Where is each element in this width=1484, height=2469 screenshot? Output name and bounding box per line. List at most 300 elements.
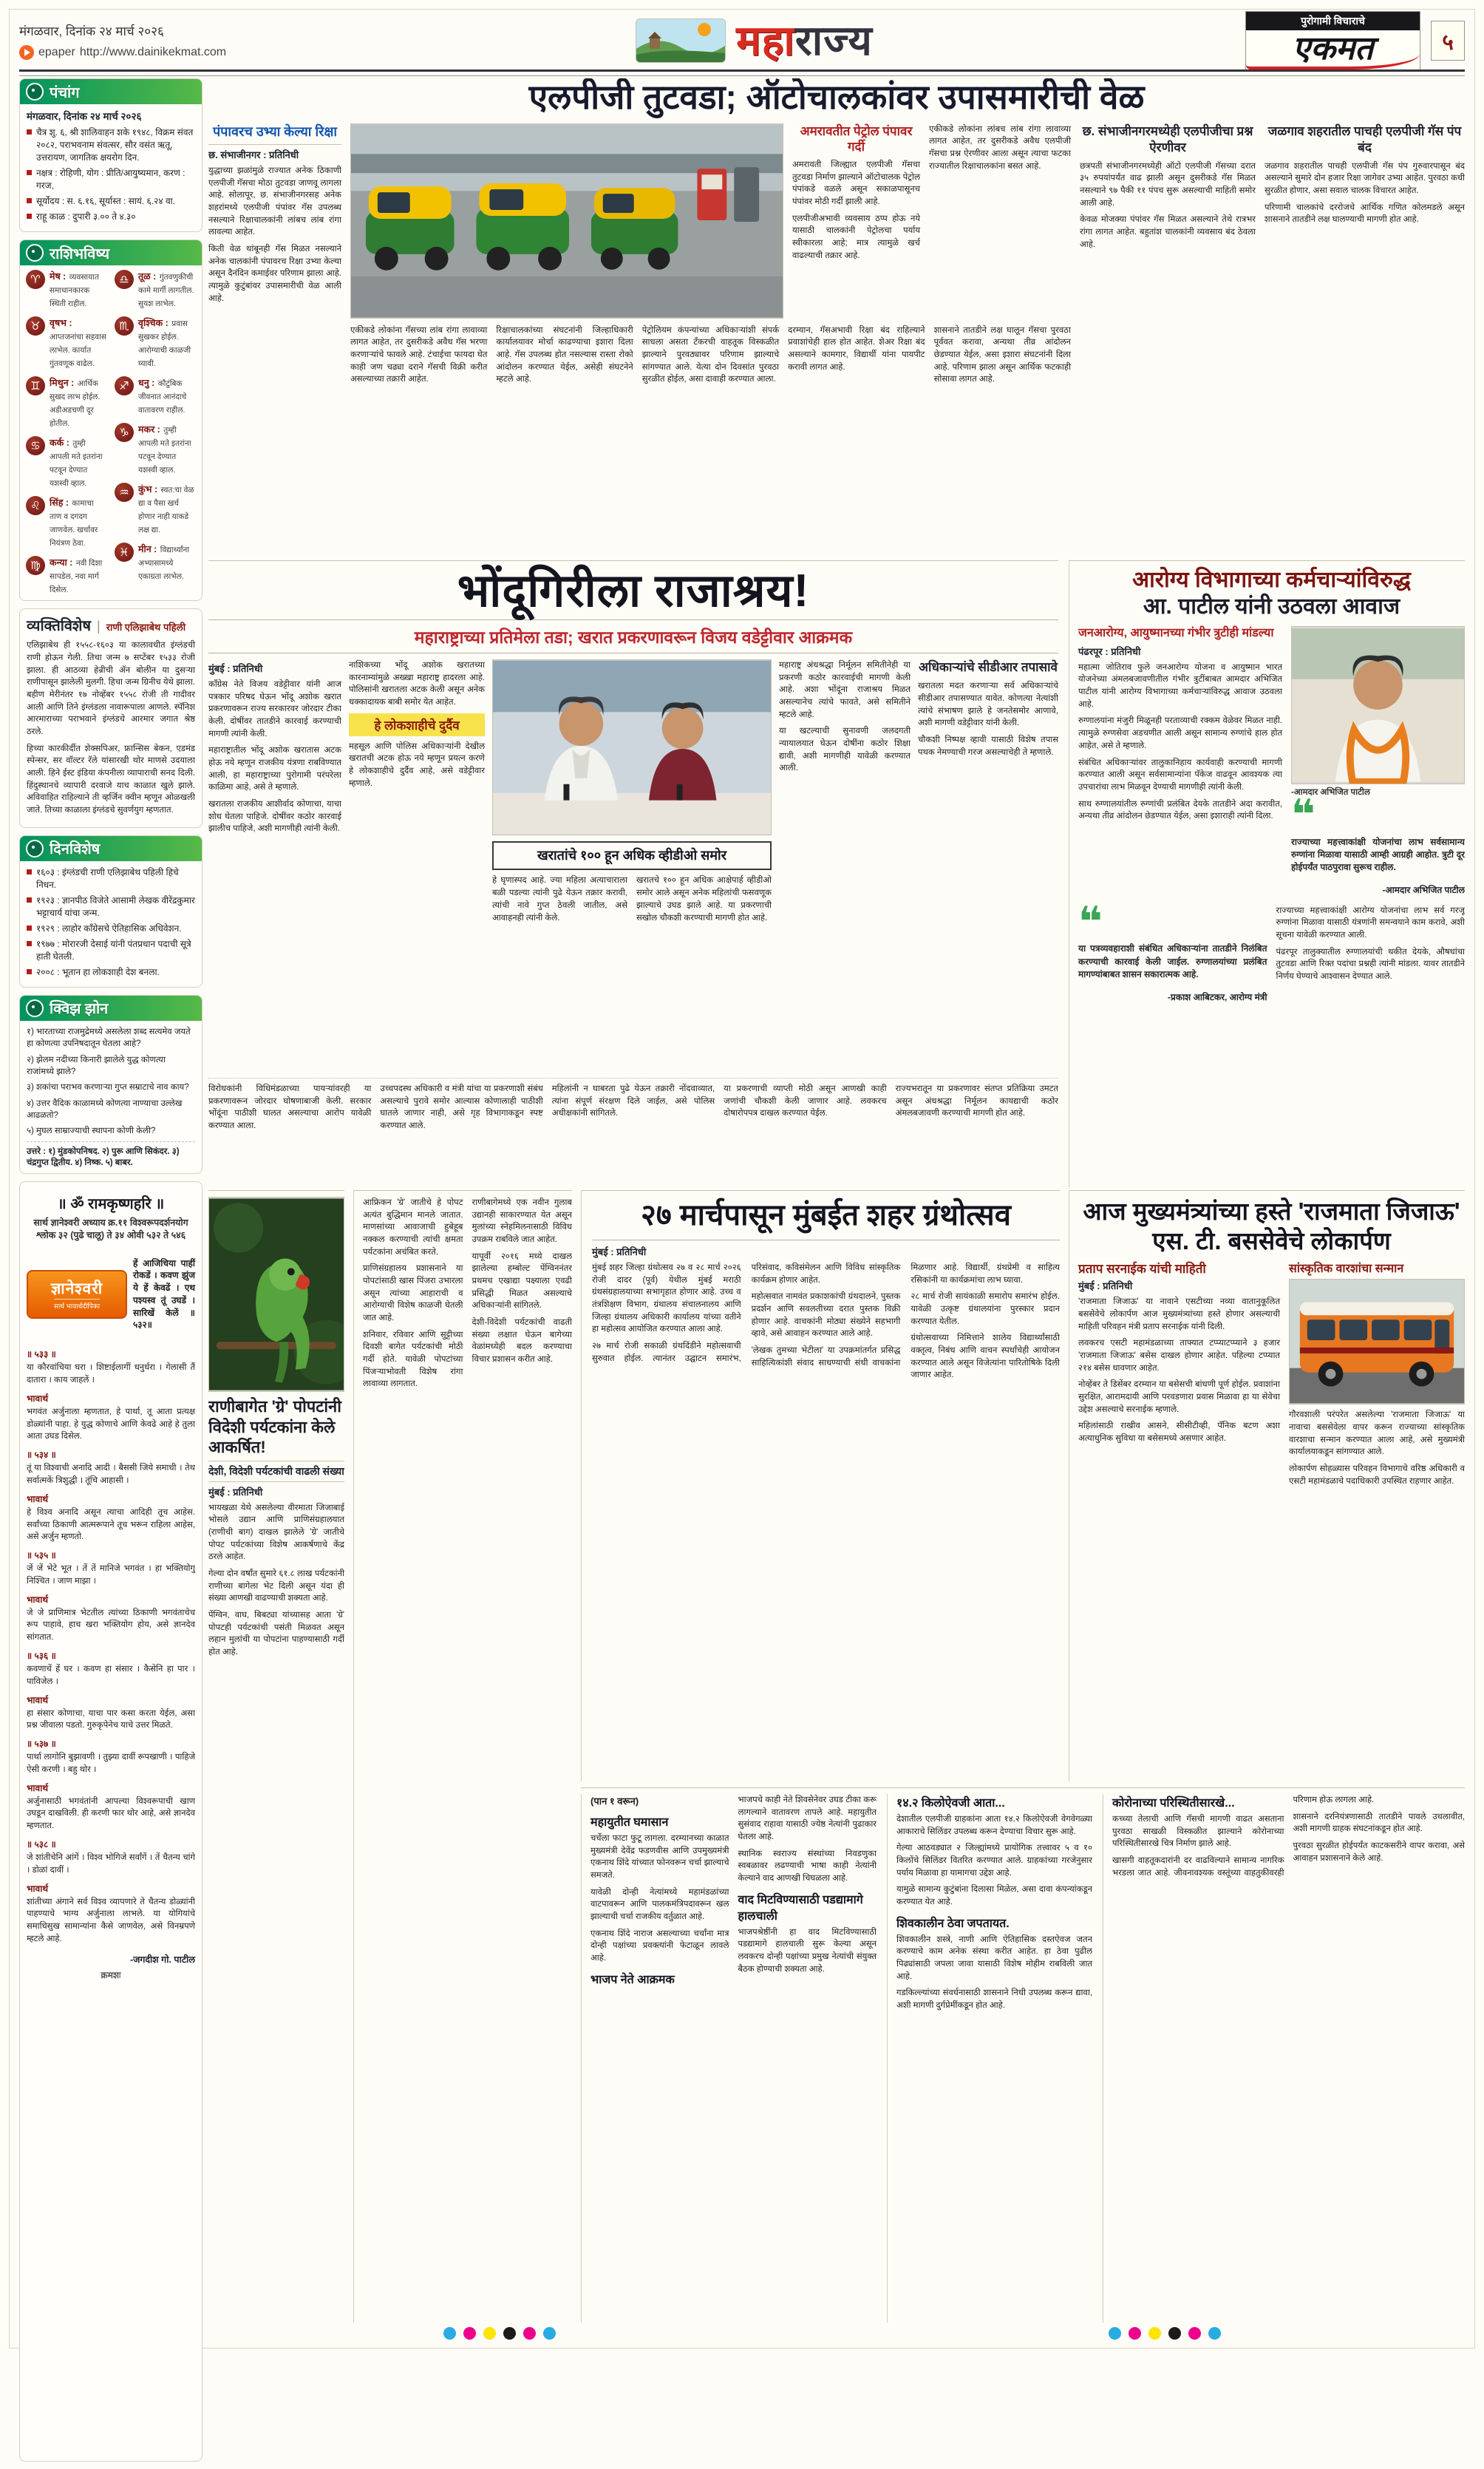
paragraph: हिच्या कारकीर्दीत शेक्सपिअर, फ्रान्सिस बेकन, एडमंड स्पेन्सर, सर वॉल्टर रॅले यांसारखी थोर माणसे उदयाला आली. हिने ईस्ट इंडिया कंपनीला व्यापाराची सनद दिली. हिंदुस्थानचे व्यापारी दरवाजे याच काळात खुले झाले. अविवाहित राहिल्याने ती व्हर्जिन क्वीन म्हणून ओळखली जाते. तिच्या काळाला इंग्लंडचे सुवर्णयुग म्हणतात. <box>27 744 195 815</box>
verse-ref: भावार्थ <box>27 1594 48 1605</box>
paragraph: खासगी वाहतूकदारांनी दर वाढविल्याने सामान्य नागरिक भरडला जात आहे. जीवनावश्यक वस्तूंच्या वाहतुकीवरही परिणाम होऊ लागला आहे. <box>1112 1796 1375 1878</box>
zodiac-text: कामाचा ताण व दगदग जाणवेल. खर्चावर नियंत्रण ठेवा. <box>50 499 98 549</box>
lpg-dateline: छ. संभाजीनगर : प्रतिनिधी <box>208 149 299 161</box>
day-special-section <box>19 835 202 988</box>
panchang-list <box>27 126 195 223</box>
paragraph: छत्रपती संभाजीनगरमध्येही ऑटो एलपीजी गॅसच्या दरात ३५ रुपयांपर्यंत वाढ झाली असून दुसरीकडे गॅस मिळत नसल्याने ९७ पैकी ११ पंपच सुरू असल्याची माहिती समोर आली आहे. <box>1080 161 1256 208</box>
mla-portrait-photo <box>1291 626 1465 784</box>
question-icon <box>26 999 44 1017</box>
paragraph: देशी-विदेशी पर्यटकांची वाढती संख्या लक्षात घेऊन बागेच्या वेळांमध्येही बदल करण्याचा विचार प्रशासन करीत आहे. <box>472 1318 572 1365</box>
day-special-item: १९२९ : लाहोर काँग्रेसचे ऐतिहासिक अधिवेशन. <box>27 923 195 935</box>
zodiac-name: सिंह : <box>50 497 69 509</box>
quote-icon: ❝ <box>1078 897 1103 945</box>
paragraph: चौकशी निष्पक्ष व्हावी यासाठी विशेष तपास पथक नेमण्याची गरज असल्याचेही ते म्हणाले. <box>918 735 1058 757</box>
paragraph: केवळ मोजक्या पंपांवर गॅस मिळत असल्याने तेथे रात्रभर रांगा लागत आहेत. बहुतांश चालकांनी व्यवसाय बंद ठेवला आहे. <box>1080 215 1256 249</box>
zodiac-sign-icon: ♎ <box>115 270 134 289</box>
culture-subhead: सांस्कृतिक वारशांचा सन्मान <box>1289 1263 1404 1276</box>
zodiac-text: व्यवसायात समाधानकारक स्थिती राहील. <box>50 273 99 309</box>
paragraph: लवकरच एसटी महामंडळाच्या ताफ्यात टप्प्याटप्प्याने ३ हजार 'राजमाता जिजाऊ' बसेस दाखल होणार आहेत. पहिल्या टप्प्यात २१४ बसेस धावणार आहेत. <box>1078 1339 1280 1373</box>
zodiac-text: आर्थिक सुखद लाभ होईल. अडीअडचणी दूर होतील. <box>50 379 101 429</box>
paragraph: महाराष्ट्रातील भोंदू अशोक खरातास अटक होऊ नये म्हणून राजकीय यंत्रणा राबविण्यात आली, हा महाराष्ट्राच्या पुरोगामी परंपरेला काळिमा आहे, असे ते म्हणाले. <box>208 746 341 792</box>
zodiac-item <box>26 496 107 549</box>
paragraph: भाजपश्रेष्ठींनी हा वाद मिटविण्यासाठी पडद्यामागे हालचाली सुरू केल्या असून लवकरच दोन्ही पक्षांच्या प्रमुख नेत्यांची संयुक्त बैठक होण्याची शक्यता आहे. <box>738 1927 877 1974</box>
bullet-square <box>27 941 32 946</box>
parrot-deck: देशी, विदेशी पर्यटकांची वाढली संख्या <box>208 1461 344 1482</box>
dnyaneshwari-title: ॥ ॐ रामकृष्णहरि ॥ <box>57 1195 165 1212</box>
granthotsav-body <box>592 1262 1060 1750</box>
bus-subhead: प्रताप सरनाईक यांची माहिती <box>1078 1262 1206 1277</box>
zodiac-name: कन्या : <box>50 557 73 568</box>
arogya-deck: जनआरोग्य, आयुष्मानच्या गंभीर त्रुटीही मांडल्या <box>1078 627 1274 639</box>
paragraph: विरोधकांनी विधिमंडळाच्या पायऱ्यांवरही या प्रकरणावरून जोरदार घोषणाबाजी केली. सरकार भोंदूंना पाठीशी घालत असल्याचा आरोप यावेळी करण्यात आला. <box>208 1084 372 1131</box>
dnyaneshwari-logo-sub: सार्थ भावार्थदीपिका <box>54 1299 100 1311</box>
day-special-item: १६०३ : इंग्लंडची राणी एलिझाबेथ पहिली हिचे निधन. <box>27 866 195 892</box>
paragraph: २८ मार्च रोजी सायंकाळी समारोप समारंभ होईल. यावेळी उत्कृष्ट ग्रंथालयांना पुरस्कार प्रदान करण्यात येतील. <box>911 1292 1060 1326</box>
day-special-item: २००८ : भूतान हा लोकशाही देश बनला. <box>27 966 195 979</box>
paragraph: भाजपचे काही नेते शिवसेनेवर उघड टीका करू लागल्याने वातावरण तापले आहे. महायुतीत सुसंवाद राहावा यासाठी ज्येष्ठ नेत्यांनी पुढाकार घेतला आहे. <box>738 1796 877 1842</box>
day-special-list <box>27 866 195 979</box>
paragraph: गेल्या आठवड्यात २ जिल्ह्यांमध्ये प्रायोगिक तत्त्वावर ५ व १० किलोंचे सिलिंडर वितरित करण्यात आले. ग्राहकांच्या गरजेनुसार पर्याय मिळावा हा यामागचा उद्देश आहे. <box>896 1844 1092 1878</box>
zodiac-item <box>115 483 196 536</box>
paragraph: या खटल्याची सुनावणी जलदगती न्यायालयात घेऊन दोषींना कठोर शिक्षा द्यावी, अशी मागणीही यावेळी करण्यात आली. <box>779 727 911 773</box>
website-link[interactable]: http://www.dainikekmat.com <box>79 45 227 58</box>
continued-stories <box>581 1787 1465 2323</box>
continued-mahayuti <box>581 1794 877 2323</box>
brand-name: एकमत <box>1246 30 1420 69</box>
zodiac-item <box>115 376 196 416</box>
dnyaneshwari-section <box>19 1181 202 2462</box>
paragraph: देशातील एलपीजी ग्राहकांना आता १४.२ किलोऐवजी वेगवेगळ्या आकाराचे सिलिंडर उपलब्ध करून देण्याचा विचार सुरू आहे. <box>896 1815 1092 1836</box>
story-bus <box>1069 1190 1465 1782</box>
paragraph: उच्चपदस्थ अधिकारी व मंत्री यांचा या प्रकरणाशी संबंध असल्याचे पुरावे समोर आल्यास कोणालाही पाठीशी घातले जाणार नाही, असे गृह विभागाकडून स्पष्ट करण्यात आले. <box>380 1084 543 1131</box>
paragraph: महसूल आणि पोलिस अधिकाऱ्यांनी देखील खरातची अटक होऊ नये म्हणून प्रयत्न करणे हे लोकशाहीचे दुर्दैव आहे, असे वडेट्टीवार म्हणाले. <box>349 741 485 788</box>
bullet-square <box>27 198 32 203</box>
verse-text: जें जें भेटे भूत । तें तें मानिजे भगवंत । हा भक्तियोगु निश्चित । जाण माझा । <box>27 1564 195 1586</box>
zodiac-text: गुंतवणुकीची कामे मार्गी लागतील. सुयश लाभेल. <box>138 273 194 309</box>
paragraph: शासनाने तातडीने लक्ष घालून गॅसचा पुरवठा पूर्ववत करावा, अन्यथा तीव्र आंदोलन छेडण्यात येईल, असा इशारा संघटनांनी दिला आहे. परिणाम झाला असून आर्थिक फटकाही सोसावा लागत आहे. <box>933 325 1071 384</box>
continuation-mark: क्रमशः <box>101 1969 121 1980</box>
paragraph: महाराष्ट्र अंधश्रद्धा निर्मूलन समितीनेही या प्रकरणी कठोर कारवाईची मागणी केली आहे. अशा भोंदूंना राजाश्रय मिळत असल्यानेच त्यांचे फावते, असे समितीने म्हटले आहे. <box>779 661 911 719</box>
verse-text: या कौरवांचिया घरा । शिष्टाईलागीं धनुर्धरा । गेलासी तैं दातारा । काय जाहलें । <box>27 1363 195 1385</box>
bhondu-col-d <box>779 659 911 1073</box>
quote-attribution: -आमदार अभिजित पाटील <box>1382 884 1465 895</box>
verse-ref: ॥ ५३४ ॥ <box>27 1450 56 1461</box>
story-parrot <box>208 1190 344 2329</box>
paragraph: एलपीजीअभावी व्यवसाय ठप्प होऊ नये यासाठी चालकांनी पेट्रोलचा पर्याय स्वीकारला आहे; मात्र त्यामुळे खर्च वाढल्याची तक्रार आहे. <box>792 214 920 260</box>
paragraph: खरातला राजकीय आशीर्वाद कोणाचा, याचा शोध घेतला पाहिजे. दोषींवर कठोर कारवाई झालीच पाहिजे, अशी मागणीही त्यांनी केली. <box>208 800 341 834</box>
panchang-date: मंगळवार, दिनांक २४ मार्च २०२६ <box>27 111 142 122</box>
quiz-question: १) भारताच्या राजमुद्रेमध्ये असलेला शब्द सत्यमेव जयते हा कोणत्या उपनिषदातून घेतला आहे? <box>27 1027 191 1049</box>
panchang-title: पंचांग <box>50 84 80 101</box>
zodiac-wheel-icon <box>26 244 44 262</box>
panchang-item: नक्षत्र : रोहिणी, योग : प्रीति/आयुष्यमान, करण : गरज, <box>27 167 195 192</box>
paragraph: नोव्हेंबर ते डिसेंबर दरम्यान या बसेसची बांधणी पूर्ण होईल. प्रवाशांना सुरक्षित, आरामदायी आणि परवडणारा प्रवास मिळावा हा या सेवेचा उद्देश असल्याचे सरनाईक म्हणाले. <box>1078 1380 1280 1414</box>
zodiac-sign-icon: ♋ <box>26 436 45 455</box>
story-granthotsav <box>581 1190 1060 1782</box>
paragraph: 'लेखक तुमच्या भेटीला' या उपक्रमांतर्गत प्रसिद्ध साहित्यिकांशी संवाद साधण्याची संधी वाचकांना मिळणार आहे. विद्यार्थी, ग्रंथप्रेमी व साहित्य रसिकांनी या कार्यक्रमांचा लाभ घ्यावा. <box>751 1263 1060 1368</box>
zodiac-text: प्रवास सुखकर होईल. आरोग्याची काळजी घ्यावी. <box>138 319 191 369</box>
bullet-square <box>27 969 32 974</box>
paragraph: गडकिल्ल्यांच्या संवर्धनासाठी शासनाने निधी उपलब्ध करून द्यावा, अशी मागणी दुर्गप्रेमींकडून होत आहे. <box>896 1989 1092 2011</box>
paragraph: एकीकडे लोकांना लांबच लांब रांगा लावाव्या लागत आहेत, तर दुसरीकडे अवैध एलपीजी गॅसचा प्रश्न ऐरणीवर आला असून त्याचा फटका राज्यातील रिक्षाचालकांना बसत आहे. <box>929 124 1071 171</box>
zodiac-item <box>115 423 196 476</box>
zodiac-sign-icon: ♐ <box>115 376 134 395</box>
panchang-item: राहू काळ : दुपारी ३.०० ते ४.३० <box>27 211 195 223</box>
quote-block-2 <box>1291 791 1465 896</box>
quiz-title: क्विझ झोन <box>50 1001 109 1018</box>
divider: | <box>97 619 101 634</box>
history-icon <box>26 840 44 857</box>
bus-left-column <box>1078 1260 1280 1492</box>
bhondugiri-deck: महाराष्ट्राच्या प्रतिमेला तडा; खरात प्रकरणावरून विजय वडेट्टीवार आक्रमक <box>208 619 1058 653</box>
paragraph: कच्च्या तेलाची आणि गॅसची मागणी वाढत असताना पुरवठा साखळी विस्कळीत झाल्याने कोरोनाच्या परिस्थितीसारखे चित्र निर्माण झाले आहे. <box>1112 1815 1284 1849</box>
paragraph: राणीबागेमध्ये एक नवीन गुलाब उद्यानही साकारण्यात येत असून मुलांच्या स्नेहमिलनासाठी विविध उपक्रम राबविले जात आहेत. <box>472 1198 572 1245</box>
vaad-head: वाद मिटविण्यासाठी पडद्यामागे हालचाली <box>738 1893 863 1923</box>
paragraph: पंढरपूर तालुक्यातील रुग्णालयांची थकीत देयके, औषधांचा तुटवडा आणि रिक्त पदांचा प्रश्नही त्यांनी मांडला. यावर तातडीने निर्णय घेण्याचे आश्वासन देण्यात आले. <box>1276 947 1465 982</box>
paragraph: खरातला मदत करणाऱ्या सर्व अधिकाऱ्यांचे सीडीआर तपासण्यात यावेत. कोणत्या नेत्यांशी त्यांचे संभाषण झाले हे जनतेसमोर आणावे, अशी मागणी वडेट्टीवार यांनी केली. <box>918 682 1058 728</box>
bullet-square <box>27 214 32 219</box>
bullet-square <box>27 869 32 874</box>
paragraph: २७ मार्च रोजी सकाळी ग्रंथदिंडीने महोत्सवाची सुरुवात होईल. त्यानंतर उद्घाटन समारंभ, परिसंवाद, कविसंमेलन आणि विविध सांस्कृतिक कार्यक्रम होणार आहेत. <box>592 1263 901 1363</box>
verse-text: तूं या विश्वाची अनादि आदी । बैससी जिये समाधी । तेथ सर्वात्मकें त्रिशुद्धी । तूंचि आहासी । <box>27 1464 195 1485</box>
parrot-dateline: मुंबई : प्रतिनिधी <box>208 1486 263 1498</box>
lpg-sambhajinagar-column <box>1080 123 1256 546</box>
zodiac-sign-icon: ♍ <box>26 556 45 575</box>
verse-text: हा संसार कोणाचा, याचा पार कसा करता येईल, असा प्रश्न जीवाला पडतो. गुरुकृपेनेच याचे उत्तर मिळते. <box>27 1708 195 1731</box>
grey-parrot-photo <box>208 1197 344 1392</box>
lead-verse: हें आजिचिया पाहीं रोकडें । कवण झुंज ये हें केवढें । एथ पश्यस्व तूं उघडें । सारिखें केलें ॥५३२॥ <box>133 1257 195 1331</box>
day-special-item: १९७७ : मोरारजी देसाई यांनी पंतप्रधान पदाची सूत्रे हाती घेतली. <box>27 938 195 963</box>
paragraph: एलिझाबेथ ही १५५८-१६०३ या कालावधीत इंग्लंडची राणी होऊन गेली. तिचा जन्म ७ सप्टेंबर १५३३ रोजी झाला. ही आठव्या हेन्रीची ॲन बोलीन या दुसऱ्या राणीपासून झालेली मुलगी. हिचा जन्म ग्रिनीच येथे झाला. बहीण मेरीनंतर १७ नोव्हेंबर १५५८ रोजी ती गादीवर आली आणि तिने इंग्लंडला नावारूपाला आणले. स्पॅनिश आरमाराच्या पराभवाने इंग्लंडचे आरमार जगात श्रेष्ठ ठरले. <box>27 641 195 736</box>
zodiac-item <box>26 436 107 489</box>
st-bus-photo <box>1289 1279 1465 1405</box>
bhondu-dateline: मुंबई : प्रतिनिधी <box>208 663 263 675</box>
paragraph: राज्यभरातून या प्रकरणावर संतप्त प्रतिक्रिया उमटत असून अंधश्रद्धा निर्मूलन कायद्याची कठोर अंमलबजावणी करण्याची मागणी होत आहे. <box>895 1084 1058 1118</box>
verse-ref: भावार्थ <box>27 1782 48 1793</box>
granthotsav-dateline: मुंबई : प्रतिनिधी <box>592 1246 647 1257</box>
quiz-answers: उत्तरे : १) मुंडकोपनिषद. २) पुरू आणि सिकंदर. ३) चंद्रगुप्त द्वितीय. ४) निष्क. ५) बाबर. <box>27 1141 195 1168</box>
paragraph: जळगाव शहरातील पाचही एलपीजी गॅस पंप गुरुवारपासून बंद असल्याने सुमारे दोन हजार रिक्षा जागेवर उभ्या आहेत. पुरवठा कधी सुरळीत होणार, असा सवाल चालक विचारत आहेत. <box>1265 161 1465 196</box>
horoscope-header <box>20 240 202 265</box>
jalgaon-subhead: जळगाव शहरातील पाचही एलपीजी गॅस पंप बंद <box>1267 123 1462 154</box>
day-special-header <box>20 836 202 861</box>
horoscope-grid <box>20 265 202 600</box>
parrot-headline: राणीबागेत 'ग्रे' पोपटांनी विदेशी पर्यटकांना केले आकर्षित! <box>208 1397 341 1456</box>
zodiac-sign-icon: ♌ <box>26 496 45 515</box>
verse-ref: ॥ ५३६ ॥ <box>27 1651 56 1661</box>
quiz-questions <box>27 1026 195 1138</box>
paragraph: या प्रकरणाची व्याप्ती मोठी असून आणखी काही जणांची चौकशी केली जाणार आहे. लवकरच दोषारोपपत्र दाखल करण्यात येईल. <box>724 1084 887 1118</box>
dnyaneshwari-sub2: श्लोक ३२ (पुढे चालू) ते ३४ ओवी ५३२ ते ५४६ <box>35 1229 186 1240</box>
registration-dots-right <box>1109 2327 1221 2340</box>
bhondu-bottom-band <box>208 1078 1058 1194</box>
quote-text: या पत्रव्यवहाराशी संबंधित अधिकाऱ्यांना तातडीने निलंबित करण्याची कारवाई केली जाईल. रुग्णालयांच्या प्रलंबित मागण्यांबाबत शासन सकारात्मक आहे. <box>1078 943 1267 980</box>
paragraph: 'राजमाता जिजाऊ' या नावाने एसटीच्या नव्या वातानुकूलित बससेवेचे लोकार्पण आज मुख्यमंत्र्यांच्या हस्ते होणार असल्याची माहिती परिवहन मंत्री प्रताप सरनाईक यांनी दिली. <box>1078 1297 1280 1331</box>
paragraph: महोत्सवात नामवंत प्रकाशकांची ग्रंथदालने, पुस्तक प्रदर्शन आणि सवलतीच्या दरात पुस्तक विक्री होणार आहे. वाचकांनी मोठ्या संख्येने सहभागी व्हावे, असे आवाहन करण्यात आले आहे. <box>751 1292 901 1339</box>
arogya-photo-column <box>1291 626 1465 900</box>
page-header <box>19 15 1465 67</box>
zodiac-name: मिथुन : <box>50 378 75 389</box>
zodiac-text: कौटुंबिक जीवनात आनंदाचे वातावरण राहील. <box>138 379 187 415</box>
paragraph: काँग्रेस नेते विजय वडेट्टीवार यांनी आज पत्रकार परिषद घेऊन भोंदू अशोक खरात प्रकरणावरून राज्य सरकारवर जोरदार टीका केली. दोषींवर तातडीने कारवाई करण्याची मागणी त्यांनी केली. <box>208 680 341 738</box>
lpg-amravati-column <box>792 123 920 319</box>
parrot-continued-text <box>363 1197 572 2323</box>
quiz-section <box>19 995 202 1174</box>
paragraph: यामुळे सामान्य कुटुंबांना दिलासा मिळेल, असा दावा कंपन्यांकडून करण्यात येत आहे. <box>896 1885 1092 1907</box>
masthead-graphic <box>636 18 726 63</box>
paragraph: प्राणिसंग्रहालय प्रशासनाने या पोपटांसाठी खास पिंजरा उभारला असून त्यांच्या आहाराची व आरोग्याची विशेष काळजी घेतली जात आहे. <box>363 1264 463 1323</box>
bhondugiri-headline: भोंदूगिरीला राजाश्रय! <box>457 566 810 617</box>
date-line: मंगळवार, दिनांक २४ मार्च २०२६ <box>19 24 164 38</box>
zodiac-item <box>26 376 107 429</box>
quote-icon: ❝ <box>1291 791 1315 838</box>
dnyaneshwari-logo <box>27 1270 127 1319</box>
lpg-kicker-column <box>208 123 341 546</box>
zodiac-name: मीन : <box>138 544 157 555</box>
verse-ref: भावार्थ <box>27 1393 48 1404</box>
quote-text: राज्याच्या महत्त्वाकांक्षी योजनांचा लाभ सर्वसामान्य रुग्णांना मिळावा यासाठी आम्ही आग्रही आहोत. त्रुटी दूर होईपर्यंत पाठपुरावा सुरूच राहील. <box>1291 836 1465 873</box>
zodiac-text: नवी दिशा सापडेल, नवा मार्ग दिसेल. <box>50 559 103 595</box>
dnyaneshwari-logo-text: ज्ञानेश्वरी <box>50 1280 103 1297</box>
auto-rickshaw-photo <box>350 123 783 319</box>
continued-cylinder <box>887 1794 1092 2323</box>
page-number: ५ <box>1431 21 1465 61</box>
press-conference-photo <box>492 659 772 835</box>
bhondu-col-cdr <box>918 659 1058 1073</box>
ekmat-logo <box>1245 11 1420 70</box>
mla-photo-caption: -आमदार अभिजित पाटील <box>1291 788 1370 797</box>
paragraph: महिलांसाठी राखीव आसने, सीसीटीव्ही, पॅनिक बटण अशा अत्याधुनिक सुविधा या बसेसमध्ये असणार आहेत. <box>1078 1422 1280 1443</box>
person-special-title: व्यक्तिविशेष <box>27 618 92 635</box>
arogya-headline-2: आ. पाटील यांनी उठवला आवाज <box>1143 594 1400 619</box>
corona-head: कोरोनाच्या परिस्थितीसारखे... <box>1112 1797 1235 1810</box>
zodiac-name: कर्क : <box>50 438 69 449</box>
lpg-headline: एलपीजी तुटवडा; ऑटोचालकांवर उपासमारीची वेळ <box>528 78 1145 116</box>
paragraph: राज्याच्या महत्त्वाकांक्षी आरोग्य योजनांचा लाभ सर्व गरजू रुग्णांना मिळावा यासाठी यंत्रणांनी समन्वयाने काम करावे, अशी सूचना यावेळी करण्यात आली. <box>1276 906 1465 940</box>
verse-ref: ॥ ५३७ ॥ <box>27 1739 56 1750</box>
verse-text: अर्जुनासाठी भगवंतांनी आपल्या विश्वरूपाची खाण उघडून दाखविली. ही करणी फार थोर आहे, असे ज्ञानदेव म्हणतात. <box>27 1796 195 1831</box>
horoscope-section <box>19 240 202 601</box>
quiz-question: ४) उत्तर वैदिक काळामध्ये कोणत्या नाण्याचा उल्लेख आढळतो? <box>27 1098 183 1120</box>
verse-text: कवणाचें हें घर । कवण हा संसार । कैसेनि हा पार । पाविजेल । <box>27 1665 195 1686</box>
zodiac-sign-icon: ♈ <box>26 270 45 289</box>
panchang-item: चैत्र शु. ६, श्री शालिवाहन शके १९४८, विक्रम संवत २०८२, पराभवनाम संवत्सर, सौर वसंत ऋतू, उत्तरायण, जागतिक क्षयरोग दिन. <box>27 126 195 164</box>
kilo-head: १४.२ किलोऐवजी आता... <box>896 1797 1005 1810</box>
lpg-jalgaon-column <box>1265 123 1465 546</box>
zodiac-sign-icon: ♓ <box>115 543 134 562</box>
continued-corona <box>1103 1794 1465 2323</box>
main-content <box>208 78 1465 2320</box>
arogya-dateline: पंढरपूर : प्रतिनिधी <box>1078 645 1141 657</box>
verse-ref: ॥ ५३८ ॥ <box>27 1839 56 1850</box>
calendar-icon <box>26 83 44 101</box>
paragraph: भायखळा येथे असलेल्या वीरमाता जिजाबाई भोसले उद्यान आणि प्राणिसंग्रहालयात (राणीची बाग) दाखल झालेले 'ग्रे' जातीचे पोपट पर्यटकांच्या विशेष आकर्षणाचे केंद्र ठरले आहेत. <box>208 1503 344 1562</box>
lpg-bottom-band <box>350 325 1071 546</box>
bullet-square <box>27 129 32 135</box>
quote-block-1 <box>1078 897 1267 1003</box>
paragraph: शिवकालीन शस्त्रे, नाणी आणि ऐतिहासिक दस्तऐवज जतन करण्याचे काम अनेक संस्था करीत आहेत. हा ठेवा पुढील पिढ्यांसाठी जपला जावा यासाठी विशेष मोहीम राबविली जात आहे. <box>896 1935 1092 1981</box>
masthead-title <box>736 17 873 64</box>
zodiac-item <box>26 556 107 596</box>
quiz-question: ३) शकांचा पराभव करणाऱ्या गुप्त सम्राटाचे नाव काय? <box>27 1083 189 1093</box>
paragraph: एकीकडे लोकांना गॅसच्या लांब रांगा लावाव्या लागत आहेत, तर दुसरीकडे अवैध गॅस भरणा करणाऱ्यांचे फावले आहे. टंचाईचा फायदा घेत काही जण चढ्या दराने गॅसची विक्री करीत असल्याच्या तक्रारी आहेत. <box>350 325 488 384</box>
zodiac-sign-icon: ♊ <box>26 376 45 395</box>
epaper-icon[interactable] <box>19 45 34 60</box>
zodiac-sign-icon: ♒ <box>115 483 134 502</box>
zodiac-item <box>26 316 107 370</box>
registration-dots-left <box>443 2327 556 2340</box>
person-special-body <box>20 636 202 826</box>
amravati-subhead: अमरावतीत पेट्रोल पंपावर गर्दी <box>800 123 913 154</box>
arogya-headline-1: आरोग्य विभागाच्या कर्मचाऱ्यांविरुद्ध <box>1132 568 1411 592</box>
quiz-question: ५) मुघल साम्राज्याची स्थापना कोणी केली? <box>27 1127 156 1136</box>
paragraph: संबंधित अधिकाऱ्यांवर तालुकानिहाय कार्यवाही करण्याची मागणी करण्यात आली असून सर्वसामान्यांना पॅकेज वाढवून आवश्यक त्या उपचारांचा लाभ मिळवून देण्याची मागणीही त्यांनी केली. <box>1078 758 1282 792</box>
paragraph: पेट्रोलियम कंपन्यांच्या अधिकाऱ्यांशी संपर्क साधला असता टँकरची वाहतूक विस्कळीत झाल्याने पुरवठ्यावर परिणाम झाल्याचे सांगण्यात आले. येत्या दोन दिवसांत पुरवठा सुरळीत होईल, असा दावाही करण्यात आला. <box>641 325 780 384</box>
zodiac-name: वृश्चिक : <box>138 318 169 329</box>
verse-text: शांतीच्या अंगाने सर्व विश्व व्यापणारे ते चैतन्य डोळ्यांनी पाहण्याचे भाग्य अर्जुनाला लाभले. या योगियांचे समाधिसुख सामान्यांना कैसे जाणवेल, असे विनम्रपणे म्हटले आहे. <box>27 1897 195 1943</box>
verse-ref: ॥ ५३५ ॥ <box>27 1550 56 1561</box>
paragraph: यावेळी दोन्ही नेत्यांमध्ये महामंडळांच्या वाटपावरून आणि पालकमंत्रिपदावरून खल झाल्याची चर्चा राजकीय वर्तुळात आहे. <box>590 1887 729 1922</box>
panchang-section <box>19 78 202 232</box>
arogya-left-column <box>1078 626 1282 900</box>
masthead-rajya: राज्य <box>794 17 873 64</box>
quiz-question: २) झेलम नदीच्या किनारी झालेले युद्ध कोणत्या राजांमध्ये झाले? <box>27 1055 166 1076</box>
story-bhondugiri <box>208 560 1058 1194</box>
bullet-square <box>27 897 32 903</box>
zodiac-text: विद्यार्थ्यांना अभ्यासामध्ये एकाग्रता लाभेल. <box>138 546 190 582</box>
kharat-video-box <box>492 841 772 870</box>
story-lpg <box>208 78 1465 557</box>
zodiac-name: कुंभ : <box>138 484 158 495</box>
kharat-video-body <box>492 874 772 928</box>
paragraph: हे घृणास्पद आहे. ज्या महिला अत्याचाराला बळी पडल्या त्यांनी पुढे येऊन तक्रार करावी, त्यांची नावे गुप्त ठेवली जातील, असे आवाहनही त्यांनी केले. <box>492 876 627 923</box>
zodiac-name: मकर : <box>138 424 160 435</box>
person-special-section <box>19 608 202 827</box>
verse-ref: भावार्थ <box>27 1694 48 1705</box>
sambhajinagar-subhead: छ. संभाजीनगरमध्येही एलपीजीचा प्रश्न ऐरणीवर <box>1082 123 1253 154</box>
bjp-head: भाजप नेते आक्रमक <box>590 1973 675 1986</box>
zodiac-item <box>115 270 196 310</box>
verse-text: जे शांतीचेनि आंगें । विश्व भोगिजे सर्वांगें । तें चैतन्य चांगे । डोळां दावीं । <box>27 1853 195 1875</box>
paragraph: साथ रुग्णालयांतील रुग्णांची प्रलंबित देयके तातडीने अदा करावीत, अन्यथा तीव्र आंदोलन छेडण्यात येईल, असा इशाराही त्यांनी दिला. <box>1078 799 1282 821</box>
paragraph: ग्रंथोत्सवाच्या निमित्ताने शालेय विद्यार्थ्यांसाठी वक्तृत्व, निबंध आणि वाचन स्पर्धांचेही आयोजन करण्यात आले असून विजेत्यांना पारितोषिके दिली जाणार आहेत. <box>911 1334 1060 1380</box>
paragraph: मुंबई शहर जिल्हा ग्रंथोत्सव २७ व २८ मार्च २०२६ रोजी दादर (पूर्व) येथील मुंबई मराठी ग्रंथसंग्रहालयाच्या सभागृहात होणार आहे. उच्च व तंत्रशिक्षण विभाग, ग्रंथालय संचालनालय आणि जिल्हा ग्रंथालय अधिकारी कार्यालय यांच्या वतीने हा महोत्सव आयोजित करण्यात आला आहे. <box>592 1263 741 1334</box>
day-special-item: १९२३ : ज्ञानपीठ विजेते आसामी लेखक वीरेंद्रकुमार भट्टाचार्य यांचा जन्म. <box>27 894 195 920</box>
paragraph: परिणामी चालकांचे दररोजचे आर्थिक गणित कोलमडले असून शासनाने तातडीने लक्ष घालण्याची मागणी होत आहे. <box>1265 203 1465 225</box>
cdr-subhead: अधिकाऱ्यांचे सीडीआर तपासावे <box>919 660 1058 675</box>
zodiac-name: तूळ : <box>138 271 157 282</box>
paragraph: अमरावती जिल्ह्यात एलपीजी गॅसचा तुटवडा निर्माण झाल्याने ऑटोचालक पेट्रोल पंपांकडे वळले असून सकाळपासूनच पंपांवर मोठी गर्दी झाली आहे. <box>792 160 920 207</box>
paragraph: नाशिकच्या भोंदू अशोक खरातच्या कारनाम्यांमुळे अख्खा महाराष्ट्र हादरला आहे. पोलिसांनी खरातला अटक केली असून अनेक धक्कादायक बाबी समोर येत आहेत. <box>349 661 485 707</box>
paragraph: लोकार्पण सोहळ्यास परिवहन विभागाचे वरिष्ठ अधिकारी व एसटी महामंडळाचे पदाधिकारी उपस्थित राहणार आहेत. <box>1289 1464 1465 1486</box>
paragraph: स्थानिक स्वराज्य संस्थांच्या निवडणुका स्वबळावर लढण्याची भाषा काही नेत्यांनी केल्याने वाद आणखी चिघळला आहे. <box>738 1849 877 1884</box>
zodiac-sign-icon: ♉ <box>26 316 45 336</box>
paragraph: युद्धाच्या झळांमुळे राज्यात अनेक ठिकाणी एलपीजी गॅसचा मोठा तुटवडा जाणवू लागला आहे. सोलापूर, छ. संभाजीनगरसह अनेक शहरांमध्ये एलपीजी पंपांवर गॅस उपलब्ध नसल्याने रिक्षाचालकांनी लांबच लांब रांगा लावल्या आहेत. <box>208 166 341 237</box>
quiz-header <box>20 996 202 1021</box>
granthotsav-headline: २७ मार्चपासून मुंबईत शहर ग्रंथोत्सव <box>592 1197 1060 1240</box>
verse-list <box>27 1348 195 1945</box>
paragraph: किती वेळ थांबूनही गॅस मिळत नसल्याने अनेक चालकांनी पंपावरच रिक्षा उभ्या केल्या असून दैनंदिन कमाईवर परिणाम झाला आहे. त्यामुळे कुटुंबांवर उपासमारीची वेळ आली आहे. <box>208 245 341 303</box>
dnyaneshwari-sub1: सार्थ ज्ञानेश्वरी अध्याय क्र.११ विश्वरूपदर्शनयोग <box>33 1217 188 1228</box>
bhondu-col-b <box>349 659 485 1073</box>
zodiac-item <box>115 316 196 370</box>
panchang-header <box>20 79 202 104</box>
verse-text: जे जे प्राणिमात्र भेटतील त्यांच्या ठिकाणी भगवंताचेच रूप पाहावे, हाच खरा भक्तियोग होय, असे ज्ञानदेव सांगतात. <box>27 1608 195 1643</box>
story-arogya <box>1069 560 1465 1187</box>
author-signature: -जगदीश गो. पाटील <box>129 1954 195 1965</box>
paragraph: शासनाने दरनियंत्रणासाठी तातडीने पावले उचलावीत, अशी मागणी ग्राहक संघटनांकडून होत आहे. <box>1293 1812 1465 1834</box>
paragraph: रुग्णालयांना मंजुरी मिळूनही परताव्याची रक्कम वेळेवर मिळत नाही. त्यामुळे रुग्णसेवा अडचणीत आली असून सामान्य रुग्णांचे हाल होत आहेत, असे ते म्हणाले. <box>1078 716 1282 750</box>
paragraph: यापूर्वी २०१६ मध्ये दाखल झालेल्या हम्बोल्ट पेंग्विननंतर प्रथमच एखाद्या पक्ष्याला एवढी प्रसिद्धी मिळत असल्याचे अधिकाऱ्यांनी सांगितले. <box>472 1252 572 1311</box>
arogya-bottom <box>1078 897 1465 1149</box>
paragraph: चर्चेला फाटा फुटू लागला. दरम्यानच्या काळात मुख्यमंत्री देवेंद्र फडणवीस आणि उपमुख्यमंत्री एकनाथ शिंदे यांच्यात फोनवरून चर्चा झाल्याचे समजते. <box>590 1834 729 1881</box>
zodiac-text: आप्तजनांचा सहवास लाभेल. कार्यात गुंतवणूक वाढेल. <box>50 333 106 369</box>
zodiac-sign-icon: ♏ <box>115 316 134 336</box>
masthead-maha: महा <box>736 17 795 64</box>
quote-attribution: -प्रकाश आबिटकर, आरोग्य मंत्री <box>1168 991 1267 1002</box>
paragraph: शनिवार, रविवार आणि सुट्टीच्या दिवशी बागेत पर्यटकांची मोठी गर्दी होते. यावेळी पोपटांच्या पिंजऱ्याभोवती विशेष रांगा लावाव्या लागतात. <box>363 1330 463 1389</box>
paragraph: गौरवशाली परंपरेत असलेल्या 'राजमाता जिजाऊ' या नावाचा बससेवेला वापर करून राज्याच्या सांस्कृतिक वारशाचा सन्मान करण्यात आला आहे, असे मुख्यमंत्री कार्यालयाकडून सांगण्यात आले. <box>1289 1410 1465 1457</box>
epaper-label[interactable]: epaper <box>38 45 75 58</box>
zodiac-name: मेष : <box>50 271 67 282</box>
verse-ref: भावार्थ <box>27 1493 48 1504</box>
zodiac-name: वृषभ : <box>50 318 72 329</box>
zodiac-item <box>115 543 196 583</box>
verse-text: हे विश्व अनादि असून त्याचा आदिही तूच आहेस. सर्वांच्या ठिकाणी आत्मरूपाने तूच भरून राहिला आहेस, असे अर्जुन म्हणतो. <box>27 1507 195 1542</box>
paragraph: पुरवठा सुरळीत होईपर्यंत काटकसरीने वापर करावा, असे आवाहन प्रशासनाने केले आहे. <box>1293 1841 1465 1863</box>
paragraph: दरम्यान, गॅसअभावी रिक्षा बंद राहिल्याने प्रवाशांचेही हाल होत आहेत. शेअर रिक्षा बंद असल्याने कामगार, विद्यार्थी यांना पायपीट करावी लागत आहे. <box>788 325 925 372</box>
zodiac-text: स्वत:चा वेळ द्या व पैसा खर्च होणार नाही याकडे लक्ष द्या. <box>138 486 194 535</box>
lpg-mid-column <box>929 123 1071 319</box>
bullet-square <box>27 926 32 931</box>
paragraph: गेल्या दोन वर्षांत सुमारे ६१.८ लाख पर्यटकांनी राणीच्या बागेला भेट दिली असून यंदा ही संख्या आणखी वाढण्याची शक्यता आहे. <box>208 1569 344 1603</box>
paragraph: खरातचे १०० हून अधिक आक्षेपार्ह व्हीडीओ समोर आले असून अनेक महिलांची फसवणूक झाल्याचे उघड झाले आहे. या प्रकरणाची सखोल चौकशी करण्याची मागणी होत आहे. <box>636 876 772 923</box>
paragraph: महात्मा जोतिराव फुले जनआरोग्य योजना व आयुष्मान भारत योजनेच्या अंमलबजावणीतील गंभीर त्रुटींबाबत आमदार अभिजित पाटील यांनी आरोग्य विभागाच्या कर्मचाऱ्यांविरुद्ध आवाज उठवला आहे. <box>1078 662 1282 709</box>
paragraph: पेंग्विन, वाघ, बिबट्या यांच्यासह आता 'ग्रे' पोपटही पर्यटकांची पसंती मिळवत असून लहान मुलांची या पोपटांना पाहण्यासाठी गर्दी होत आहे. <box>208 1610 344 1657</box>
paragraph: एकनाथ शिंदे नाराज असल्याच्या चर्चांना मात्र दोन्ही पक्षांच्या प्रवक्त्यांनी फेटाळून लावले आहे. <box>590 1929 729 1963</box>
yellow-highlight-head: हे लोकशाहीचे दुर्दैव <box>349 713 485 736</box>
bus-headline: आज मुख्यमंत्र्यांच्या हस्ते 'राजमाता जिजाऊ' एस. टी. बससेवेचे लोकार्पण <box>1083 1198 1460 1254</box>
print-registration-marks <box>0 2327 1484 2343</box>
mahayuti-head: महायुतीत घमासान <box>590 1816 669 1829</box>
story-parrot-continued <box>353 1190 572 2323</box>
verse-text: भगवंत अर्जुनाला म्हणतात, हे पार्था, तू आता प्रत्यक्ष डोळ्यांनी पाहा. हे युद्ध कोणाचे आणि केवढे आहे हे तुला आता उघड दिसेल. <box>27 1407 195 1441</box>
paragraph: आफ्रिकन 'ग्रे' जातीचे हे पोपट अत्यंत बुद्धिमान मानले जातात. माणसांच्या आवाजाची हुबेहूब नक्कल करण्याची त्यांची क्षमता पर्यटकांना अचंबित करते. <box>363 1198 463 1257</box>
left-sidebar <box>19 78 202 2469</box>
paragraph: रिक्षाचालकांच्या संघटनांनी जिल्हाधिकारी कार्यालयावर मोर्चा काढण्याचा इशारा दिला आहे. गॅस उपलब्ध होत नसल्यास रास्ता रोको आंदोलन करण्यात येईल, असेही संघटनेने म्हटले आहे. <box>496 325 633 384</box>
verse-ref: ॥ ५३३ ॥ <box>27 1349 56 1360</box>
shiv-head: शिवकालीन ठेवा जपतायत. <box>896 1917 1010 1930</box>
verse-text: पार्था लागोनि बुझावणी । तुझ्या दावीं रूपखाणी । पाहिजे ऐसी करणी । बहु थोर । <box>27 1753 195 1774</box>
from-page-label: (पान १ वरून) <box>590 1796 639 1807</box>
zodiac-sign-icon: ♑ <box>115 423 134 442</box>
zodiac-name: धनु : <box>138 378 155 389</box>
day-special-title: दिनविशेष <box>50 841 101 858</box>
bhondu-col-photo <box>492 659 772 1073</box>
bullet-square <box>27 170 32 175</box>
person-name: राणी एलिझाबेथ पहिली <box>106 622 186 634</box>
panchang-item: सूर्योदय : स. ६.१६, सूर्यास्त : सायं. ६.२४ वा. <box>27 195 195 208</box>
bus-right-column <box>1289 1260 1465 1492</box>
bus-dateline: मुंबई : प्रतिनिधी <box>1078 1280 1133 1292</box>
horoscope-title: राशिभविष्य <box>50 245 110 262</box>
zodiac-text: तुम्ही आपली मते इतरांना पटवून देण्यात यशस्वी व्हाल. <box>50 439 103 489</box>
zodiac-item <box>26 270 107 310</box>
verse-ref: भावार्थ <box>27 1883 48 1894</box>
header-rule <box>19 69 1465 76</box>
brand-tagline: पुरोगामी विचाराचे <box>1246 12 1420 30</box>
bhondu-col-a <box>208 659 341 1073</box>
